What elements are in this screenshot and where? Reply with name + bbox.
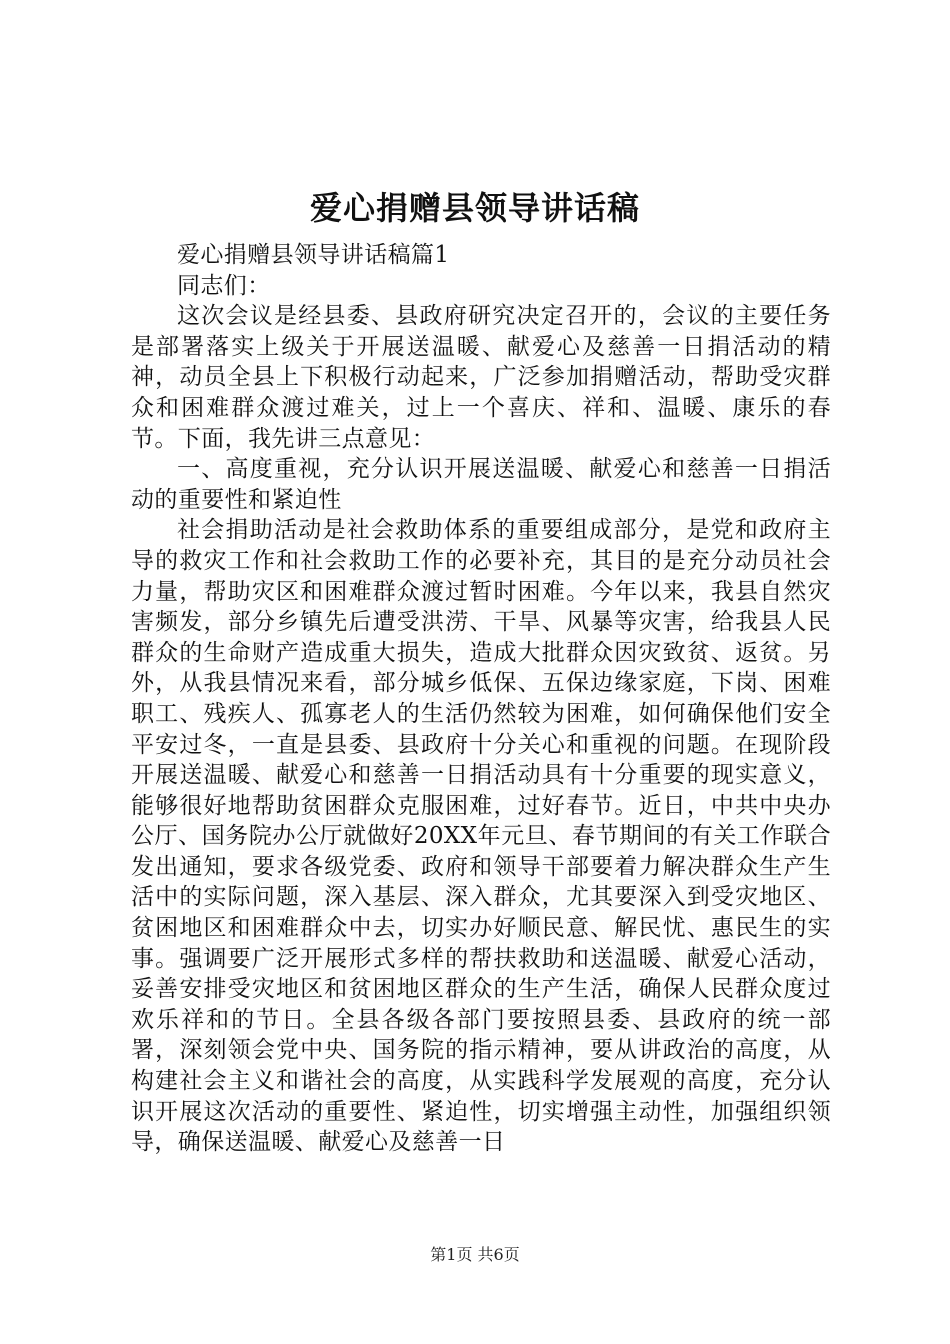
paragraph-subtitle: 爱心捐赠县领导讲话稿篇1: [177, 242, 450, 268]
paragraph-body: 社会捐助活动是社会救助体系的重要组成部分，是党和政府主导的救灾工作和社会救助工作的必要补充，其目的是充分动员社会力量，帮助灾区和困难群众渡过暂时困难。今年以来，我县自然灾害频发，部分乡镇先后遭受洪涝、干旱、风暴等灾害，给我县人民群众的生命财产造成重大损失，造成大批群众因灾致贫、返贫。另外，从我县情况来看，部分城乡低保、五保边缘家庭，下岗、困难职工、残疾人、孤寡老人的生活仍然较为困难，如何确保他们安全平安过冬，一直是县委、县政府十分关心和重视的问题。在现阶段开展送温暖、献爱心和慈善一日捐活动具有十分重要的现实意义，能够很好地帮助贫困群众克服困难，过好春节。近日，中共中央办公厅、国务院办公厅就做好20XX年元旦、春节期间的有关工作联合发出通知，要求各级党委、政府和领导干部要着力解决群众生产生活中的实际问题，深入基层、深入群众，尤其要深入到受灾地区、贫困地区和困难群众中去，切实办好顺民意、解民忧、惠民生的实事。强调要广泛开展形式多样的帮扶救助和送温暖、献爱心活动，妥善安排受灾地区和贫困地区群众的生产生活，确保人民群众度过欢乐祥和的节日。全县各级各部门要按照县委、县政府的统一部署，深刻领会党中央、国务院的指示精神，要从讲政治的高度，从构建社会主义和谐社会的高度，从实践科学发展观的高度，充分认识开展这次活动的重要性、紧迫性，切实增强主动性，加强组织领导，确保送温暖、献爱心及慈善一日: [131, 517, 831, 1156]
paragraph-salutation: 同志们：: [177, 272, 271, 299]
paragraph-heading-one: 一、高度重视，充分认识开展送温暖、献爱心和慈善一日捐活动的重要性和紧迫性: [131, 456, 831, 513]
paragraph-intro: 这次会议是经县委、县政府研究决定召开的，会议的主要任务是部署落实上级关于开展送温暖、献爱心及慈善一日捐活动的精神，动员全县上下积极行动起来，广泛参加捐赠活动，帮助受灾群众和困难群众渡过难关，过上一个喜庆、祥和、温暖、康乐的春节。下面，我先讲三点意见：: [131, 303, 831, 452]
document-body: [131, 240, 831, 1158]
document-title: 爱心捐赠县领导讲话稿: [309, 189, 640, 227]
page-number-footer: 第1页 共6页: [430, 1245, 520, 1264]
